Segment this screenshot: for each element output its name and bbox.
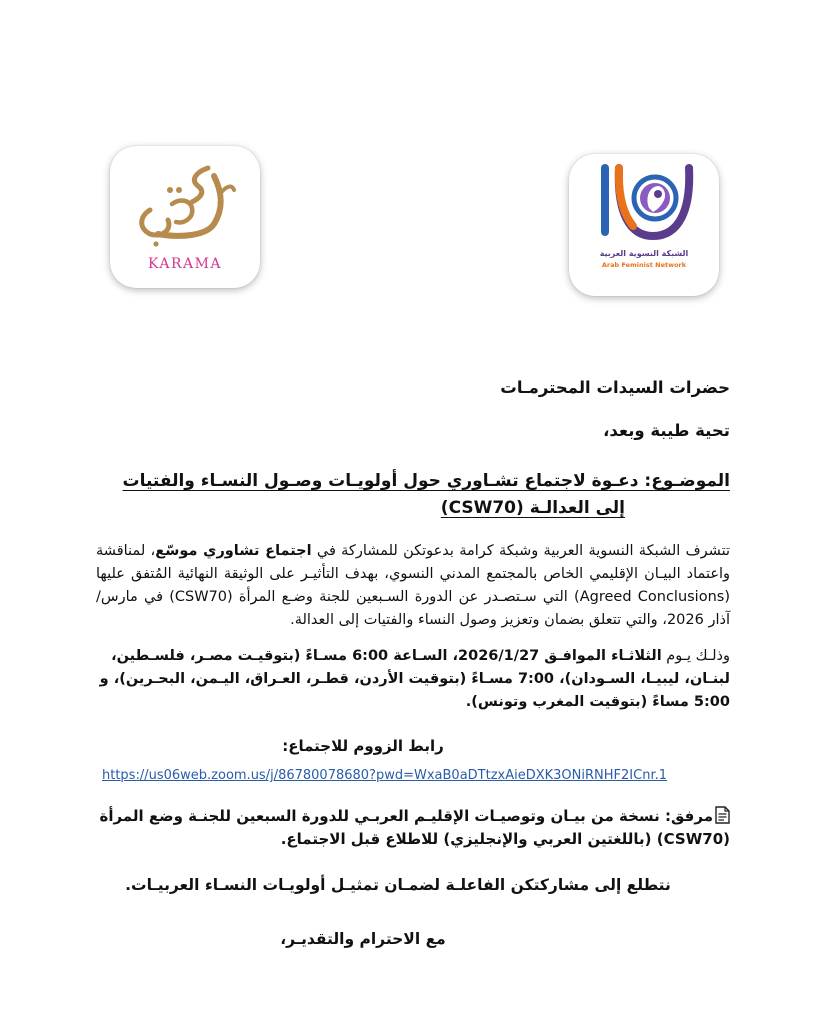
document-icon (715, 806, 730, 824)
attachment-text: مرفق: نسخة من بيـان وتوصيـات الإقليـم العربـي للدورة السبعين للجنـة وضع المرأة (CSW70) (باللغتين العربي والإنجليزي) للاطلاع قبل الاجتماع. (99, 807, 730, 848)
invitation-text-part-2: ، لمناقشة واعتماد البيـان الإقليمي الخاص بالمجتمع المدني النسوي، بهدف التأثيـر على الوثيقة النهائية المُتفق عليها (Agreed Conclusions) التي سـتصـدر عن الدورة السـبعين للجنة وضـع المرأة (CSW70) في مارس/آذار 2026، والتي تتعلق بضمان وتعزيز وصول النساء والفتيات إلى العدالة. (96, 543, 731, 628)
salutation: تحية طيبة وبعد، (603, 421, 730, 440)
meeting-details (96, 645, 730, 714)
subject-line-2: إلى العدالـة (CSW70) (440, 498, 625, 518)
subject-line-1: الموضـوع: دعـوة لاجتماع تشـاوري حول أولويـات وصـول النسـاء والفتيات (122, 471, 730, 491)
invitation-paragraph (96, 540, 730, 632)
karama-calligraphy-icon (110, 146, 260, 256)
karama-logo (110, 146, 260, 288)
regards: مع الاحترام والتقديـر، (280, 930, 446, 948)
karama-wordmark: KARAMA (147, 256, 223, 272)
arab-feminist-network-emblem-icon (569, 154, 719, 250)
afn-arabic-name: الشبكة النسوية العربية (599, 249, 689, 258)
zoom-label: رابط الزووم للاجتماع: (282, 737, 444, 755)
meeting-intro: وذلـك يـوم (661, 648, 730, 664)
greeting: حضرات السيدات المحترمـات (500, 378, 730, 397)
subject-line (96, 468, 730, 522)
attachment-note (96, 805, 730, 851)
invitation-text-part-1: تتشرف الشبكة النسوية العربية وشبكة كرامة بدعوتكن للمشاركة في (311, 543, 730, 559)
afn-english-name: Arab Feminist Network (601, 261, 687, 269)
closing-line: نتطلع إلى مشاركتكن الفاعلـة لضمـان تمثيـل أولويـات النسـاء العربيـات. (125, 876, 671, 894)
meeting-datetime: الثلاثـاء الموافـق 2026/1/27، السـاعة 6:00 مسـاءً (بتوقيـت مصـر، فلسـطين، لبنـان، ليبيـا، السـودان)، 7:00 مسـاءً (بتوقيت الأردن، قطـر، العـراق، اليـمن، البحـرين)، و 5:00 مساءً (بتوقيت المغرب وتونس). (99, 648, 730, 710)
invitation-highlight: اجتماع تشاوري موسّع (155, 543, 312, 559)
zoom-meeting-link[interactable]: https://us06web.zoom.us/j/86780078680?pwd=WxaB0aDTtzxAieDXK3ONiRNHF2ICnr.1 (102, 768, 667, 783)
arab-feminist-network-logo (569, 154, 719, 296)
